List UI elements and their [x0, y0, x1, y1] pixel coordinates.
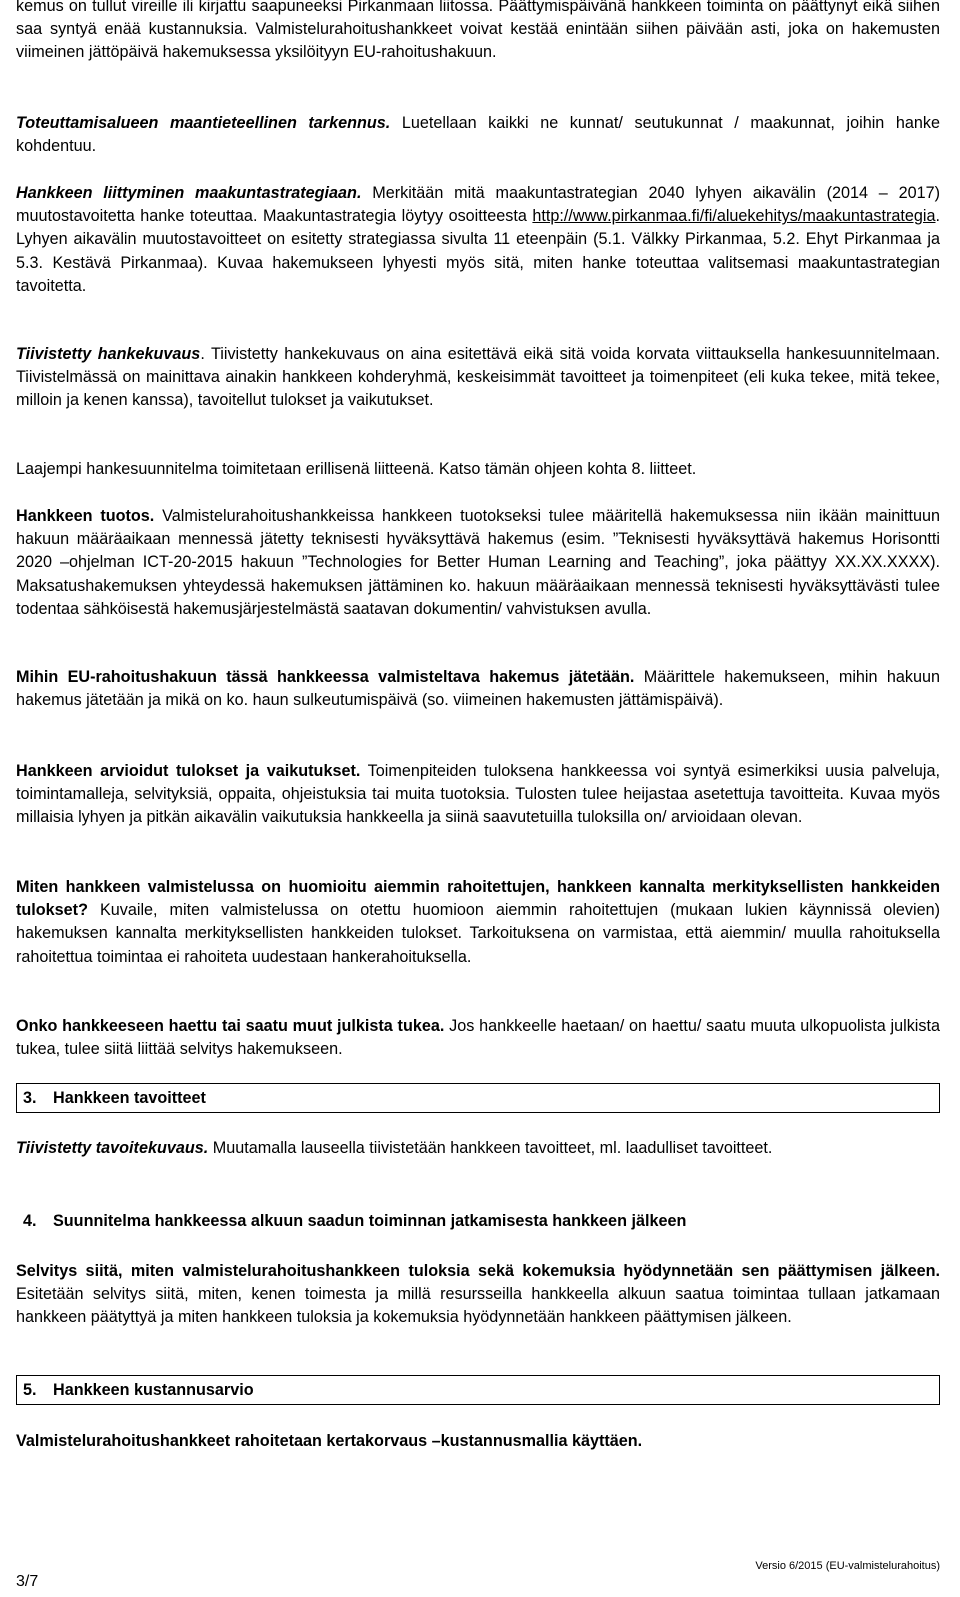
- maakuntastrategia-link[interactable]: http://www.pirkanmaa.fi/fi/aluekehitys/maakuntastrategia: [532, 207, 936, 226]
- section-5-title: Hankkeen kustannusarvio: [53, 1380, 254, 1399]
- paragraph-julkinen-tuki: Onko hankkeeseen haettu tai saatu muut julkista tukea. Jos hankkeelle haetaan/ on haettu/ saatu muuta ulkopuolista julkista tukea, tulee siitä liittää selvitys hakemukseen.: [16, 1017, 940, 1059]
- section-4-number: 4.: [23, 1211, 37, 1230]
- heading-jatkaminen: Selvitys siitä, miten valmistelurahoitushankkeen tuloksia sekä kokemuksia hyödynnetään sen päättymisen jälkeen.: [16, 1262, 940, 1280]
- paragraph-toteuttamisalue: Toteuttamisalueen maantieteellinen tarkennus. Luetellaan kaikki ne kunnat/ seutukunnat / maakunnat, joihin hanke kohdentuu.: [16, 114, 940, 156]
- page-number: 3/7: [16, 1573, 39, 1590]
- paragraph-tavoitekuvaus: Tiivistetty tavoitekuvaus. Muutamalla lauseella tiivistetään hankkeen tavoitteet, ml. laadulliset tavoitteet.: [16, 1139, 773, 1157]
- heading-aiemmat-hankkeet: Miten hankkeen valmistelussa on huomioitu aiemmin rahoitettujen, hankkeen kannalta merkityksellisten hankkeiden tulokset?: [16, 878, 940, 920]
- heading-julkinen-tuki: Onko hankkeeseen haettu tai saatu muut julkista tukea.: [16, 1017, 445, 1035]
- heading-hankkeen-tuotos: Hankkeen tuotos.: [16, 507, 155, 525]
- heading-tiivistetty-hankekuvaus: Tiivistetty hankekuvaus: [16, 345, 201, 363]
- paragraph-aiemmat-hankkeet: Miten hankkeen valmistelussa on huomioitu aiemmin rahoitettujen, hankkeen kannalta merkityksellisten hankkeiden tulokset? Kuvaile, miten valmistelussa on otettu huomioon aiemmin rahoitettujen (mukaan lukien käynnissä olevien) hakemuksen kannalta merkityksellisten hankkeiden tulokset. Tarkoituksena on varmistaa, että aiemmin/ muulla rahoituksella rahoitettua toimintaa ei rahoiteta uudestaan hankerahoituksella.: [16, 878, 940, 966]
- paragraph-kertakorvaus: Valmistelurahoitushankkeet rahoitetaan kertakorvaus –kustannusmallia käyttäen.: [16, 1432, 643, 1450]
- section-3-title: Hankkeen tavoitteet: [53, 1088, 206, 1107]
- heading-eu-rahoitushaku: Mihin EU-rahoitushakuun tässä hankkeessa valmisteltava hakemus jätetään.: [16, 668, 635, 686]
- intro-paragraph: kemus on tullut vireille ili kirjattu saapuneeksi Pirkanmaan liitossa. Päättymispäivänä hankkeen toiminta on päättynyt eikä siihen saa syntyä enää kustannuksia. Valmistelurahoitushankkeet voivat kestää enintään siihen päivään asti, joka on hakemusten viimeinen jättöpäivä hakemuksessa yksilöityyn EU-rahoitushakuun.: [16, 0, 940, 62]
- version-label: Versio 6/2015 (EU-valmistelurahoitus): [755, 1560, 940, 1572]
- heading-tavoitekuvaus: Tiivistetty tavoitekuvaus.: [16, 1139, 209, 1157]
- heading-toteuttamisalue: Toteuttamisalueen maantieteellinen tarkennus.: [16, 114, 391, 132]
- section-3-header: [16, 1083, 940, 1113]
- section-4-header: [16, 1206, 940, 1236]
- paragraph-jatkaminen: Selvitys siitä, miten valmistelurahoitushankkeen tuloksia sekä kokemuksia hyödynnetään sen päättymisen jälkeen. Esitetään selvitys siitä, miten, kenen toimesta ja millä resursseilla hankkeella alkuun saatua toimintaa tullaan jatkamaan hankkeen päätyttyä ja miten hankkeen tuloksia ja kokemuksia hyödynnetään hankkeen päättymisen jälkeen.: [16, 1262, 940, 1327]
- section-4-title: Suunnitelma hankkeessa alkuun saadun toiminnan jatkamisesta hankkeen jälkeen: [53, 1211, 687, 1230]
- paragraph-eu-rahoitushaku: Mihin EU-rahoitushakuun tässä hankkeessa valmisteltava hakemus jätetään. Määrittele hakemukseen, mihin hakuun hakemus jätetään ja mikä on ko. haun sulkeutumispäivä (so. viimeinen hakemusten jättämispäivä).: [16, 668, 940, 710]
- paragraph-maakuntastrategia: Hankkeen liittyminen maakuntastrategiaan. Merkitään mitä maakuntastrategian 2040 lyhyen aikavälin (2014 – 2017) muutostavoitetta hanke toteuttaa. Maakuntastrategia löytyy osoitteesta http://www.pirkanmaa.fi/fi/aluekehitys/maakuntastrategia. Lyhyen aikavälin muutostavoitteet on esitetty strategiassa sivulta 11 eteenpäin (5.1. Välkky Pirkanmaa, 5.2. Ehyt Pirkanmaa ja 5.3. Kestävä Pirkanmaa). Kuvaa hakemukseen lyhyesti myös sitä, miten hanke toteuttaa valitsemasi maakuntastrategian tavoitetta.: [16, 184, 941, 295]
- section-5-header: [16, 1375, 940, 1405]
- heading-tulokset: Hankkeen arvioidut tulokset ja vaikutukset.: [16, 762, 361, 780]
- paragraph-laajempi: Laajempi hankesuunnitelma toimitetaan erillisenä liitteenä. Katso tämän ohjeen kohta 8. liitteet.: [16, 460, 697, 478]
- section-3-number: 3.: [23, 1088, 37, 1107]
- paragraph-hankkeen-tuotos: Hankkeen tuotos. Valmistelurahoitushankkeissa hankkeen tuotokseksi tulee määritellä hakemuksessa niin ikään mainittuun hakuun määräaikaan mennessä jätetty teknisesti hyväksyttävä hakemus (esim. ”Teknisesti hyväksyttävä hakemus Horisontti 2020 –ohjelman ICT-20-2015 hakuun ”Technologies for Better Human Learning and Teaching”, joka päättyy XX.XX.XXXX). Maksatushakemuksen yhteydessä hakemuksen jättäminen ko. hakuun määräaikaan mennessä teknisesti hyväksyttävästi tulee todentaa sähköisestä hakemusjärjestelmästä saatavan dokumentin/ vahvistuksen avulla.: [16, 507, 940, 618]
- paragraph-tiivistetty-hankekuvaus: Tiivistetty hankekuvaus. Tiivistetty hankekuvaus on aina esitettävä eikä sitä voida korvata viittauksella hankesuunnitelmaan. Tiivistelmässä on mainittava ainakin hankkeen kohderyhmä, keskeisimmät tavoitteet ja toimenpiteet (eli kuka tekee, mitä tekee, milloin ja kenen kanssa), tavoitellut tulokset ja vaikutukset.: [16, 345, 940, 410]
- heading-maakuntastrategia: Hankkeen liittyminen maakuntastrategiaan.: [16, 184, 362, 202]
- paragraph-tulokset: Hankkeen arvioidut tulokset ja vaikutukset. Toimenpiteiden tuloksena hankkeessa voi syntyä esimerkiksi uusia palveluja, toimintamalleja, selvityksiä, oppaita, ohjeistuksia tai muita tuotoksia. Tulosten tulee heijastaa asetettuja tavoitteita. Kuvaa myös millaisia lyhyen ja pitkän aikavälin vaikutuksia hankkeella ja siinä saavutetuilla tuloksilla on/ arvioidaan olevan.: [16, 762, 940, 827]
- section-5-number: 5.: [23, 1380, 37, 1399]
